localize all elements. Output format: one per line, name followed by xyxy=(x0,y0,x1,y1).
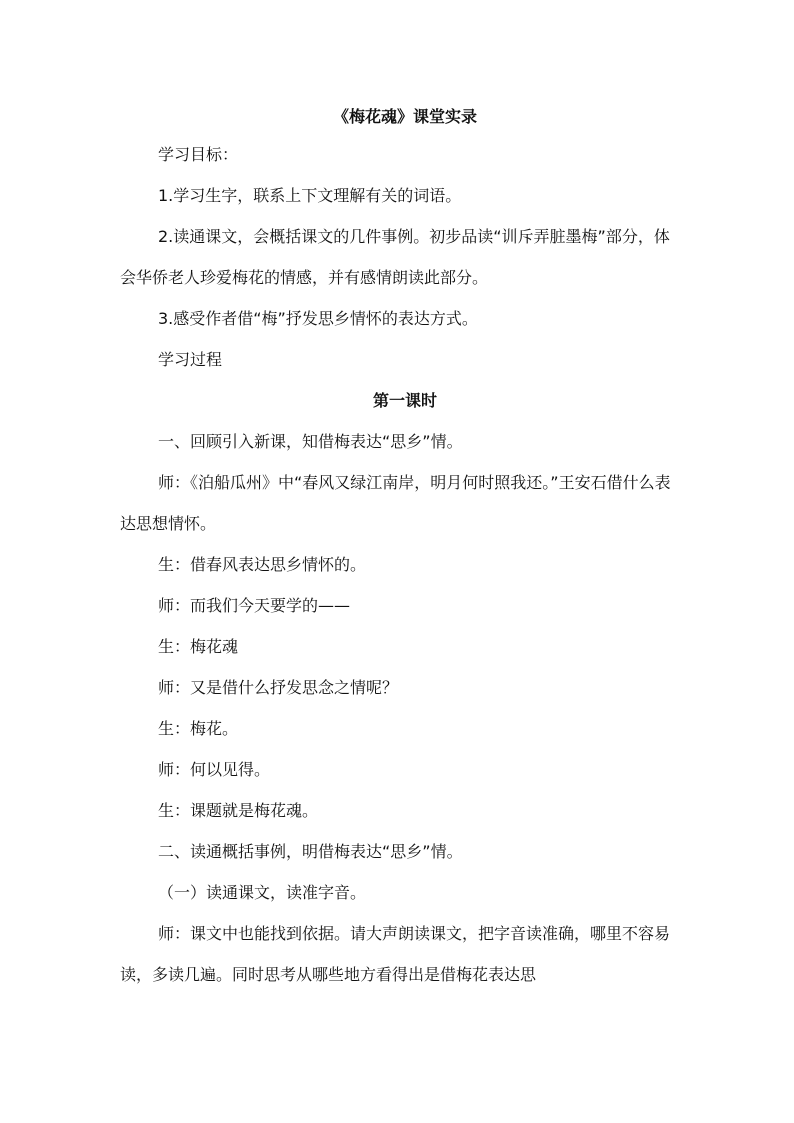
dialogue-line: 师：课文中也能找到依据。请大声朗读课文，把字音读准确，哪里不容易读，多读几遍。同时思考从哪些地方看得出是借梅花表达思 xyxy=(120,924,671,984)
objective-item: 3.感受作者借“梅”抒发思乡情怀的表达方式。 xyxy=(158,309,478,328)
process-heading: 学习过程 xyxy=(158,350,223,369)
objectives-heading: 学习目标： xyxy=(158,145,239,164)
dialogue-line: 生：借春风表达思乡情怀的。 xyxy=(158,555,367,574)
dialogue-line: 师：《泊船瓜州》中“春风又绿江南岸，明月何时照我还。”王安石借什么表达思想情怀。 xyxy=(120,473,671,533)
dialogue-line: 生：梅花魂 xyxy=(158,637,239,656)
objective-item: 1.学习生字，联系上下文理解有关的词语。 xyxy=(158,186,462,205)
objective-item: 2.读通课文，会概括课文的几件事例。初步品读“训斥弄脏墨梅”部分，体会华侨老人珍爱梅花的情感，并有感情朗读此部分。 xyxy=(120,227,670,287)
lesson-heading: 第一课时 xyxy=(372,391,437,410)
section-heading: 一、回顾引入新课，知借梅表达“思乡”情。 xyxy=(158,432,463,451)
subsection-heading: （一）读通课文，读准字音。 xyxy=(158,883,367,902)
dialogue-line: 生：课题就是梅花魂。 xyxy=(158,801,319,820)
dialogue-line: 师：何以见得。 xyxy=(158,760,271,779)
dialogue-line: 师：又是借什么抒发思念之情呢？ xyxy=(158,678,399,697)
section-heading: 二、读通概括事例，明借梅表达“思乡”情。 xyxy=(158,842,463,861)
dialogue-line: 师：而我们今天要学的—— xyxy=(158,596,351,615)
document-body xyxy=(120,100,680,995)
dialogue-line: 生：梅花。 xyxy=(158,719,239,738)
document-title: 《梅花魂》课堂实录 xyxy=(332,107,477,126)
